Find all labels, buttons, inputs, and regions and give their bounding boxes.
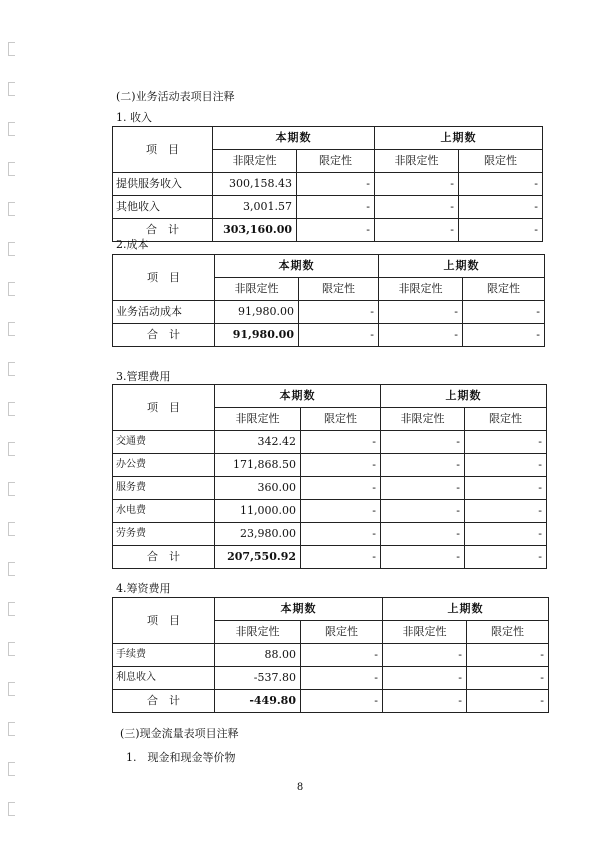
binder-mark [8,42,15,56]
header-restricted: 限定性 [463,278,545,301]
table-row [113,431,547,454]
cell-value: 3,001.57 [213,196,297,219]
header-unrestricted: 非限定性 [381,408,465,431]
total-label: 合 计 [113,690,215,713]
cell-value: - [301,523,381,546]
header-item: 项 目 [113,385,215,431]
header-restricted: 限定性 [467,621,549,644]
cashflow-item: 1. 现金和现金等价物 [126,751,236,764]
cell-value: - [299,324,379,347]
header-unrestricted: 非限定性 [383,621,467,644]
binder-mark [8,562,15,576]
row-label: 交通费 [113,431,215,454]
cell-value: - [459,173,543,196]
cell-value: - [381,500,465,523]
total-row [113,324,545,347]
cell-value: - [467,644,549,667]
cell-value: - [381,454,465,477]
cell-value: - [465,431,547,454]
binder-mark [8,162,15,176]
row-label: 业务活动成本 [113,301,215,324]
cell-value: - [463,301,545,324]
cell-value: 360.00 [215,477,301,500]
table-row [113,523,547,546]
total-label: 合 计 [113,219,213,242]
section-title: 1. 收入 [116,111,152,124]
table-row [113,454,547,477]
binder-mark [8,802,15,816]
binder-mark [8,122,15,136]
cell-value: - [381,523,465,546]
header-previous: 上期数 [383,598,549,621]
cell-value: - [375,196,459,219]
header-unrestricted: 非限定性 [215,408,301,431]
header-restricted: 限定性 [299,278,379,301]
binder-mark [8,482,15,496]
cell-value: - [465,477,547,500]
header-item: 项 目 [113,255,215,301]
total-row [113,690,549,713]
cell-value: - [301,500,381,523]
cell-value: - [297,173,375,196]
header-unrestricted: 非限定性 [213,150,297,173]
row-label: 劳务费 [113,523,215,546]
cell-value: 88.00 [215,644,301,667]
cell-value: - [301,477,381,500]
cell-value: - [299,301,379,324]
cell-value: - [465,500,547,523]
total-row [113,546,547,569]
cell-value: - [297,196,375,219]
notes-title: (二)业务活动表项目注释 [116,90,235,103]
cost-table [112,254,545,347]
cell-value: - [297,219,375,242]
header-item: 项 目 [113,127,213,173]
section-title: 2.成本 [116,238,149,251]
row-label: 办公费 [113,454,215,477]
header-current: 本期数 [215,598,383,621]
cell-value: - [465,546,547,569]
cell-value: - [459,196,543,219]
cell-value: 303,160.00 [213,219,297,242]
cell-value: - [301,546,381,569]
binder-mark [8,322,15,336]
binder-mark [8,642,15,656]
admin-expense-table [112,384,547,569]
cell-value: - [379,324,463,347]
cell-value: - [465,523,547,546]
cell-value: 207,550.92 [215,546,301,569]
row-label: 提供服务收入 [113,173,213,196]
header-unrestricted: 非限定性 [379,278,463,301]
cell-value: -449.80 [215,690,301,713]
header-current: 本期数 [215,255,379,278]
row-label: 利息收入 [113,667,215,690]
table-row [113,667,549,690]
page-number: 8 [296,782,304,793]
binder-mark [8,362,15,376]
cell-value: - [301,454,381,477]
binder-mark [8,602,15,616]
cell-value: 23,980.00 [215,523,301,546]
cell-value: - [383,667,467,690]
cell-value: -537.80 [215,667,301,690]
total-label: 合 计 [113,324,215,347]
header-restricted: 限定性 [465,408,547,431]
header-restricted: 限定性 [301,621,383,644]
table-row [113,173,543,196]
total-label: 合 计 [113,546,215,569]
row-label: 水电费 [113,500,215,523]
section-title: 3.管理费用 [116,370,171,383]
cell-value: 91,980.00 [215,301,299,324]
row-label: 其他收入 [113,196,213,219]
cell-value: - [459,219,543,242]
header-unrestricted: 非限定性 [215,621,301,644]
header-restricted: 限定性 [301,408,381,431]
binder-mark [8,282,15,296]
binder-mark [8,722,15,736]
header-current: 本期数 [213,127,375,150]
header-item: 项 目 [113,598,215,644]
total-row [113,219,543,242]
binder-mark [8,682,15,696]
cell-value: - [467,667,549,690]
binder-mark [8,762,15,776]
cell-value: - [463,324,545,347]
cell-value: 171,868.50 [215,454,301,477]
binder-mark [8,82,15,96]
header-previous: 上期数 [381,385,547,408]
header-previous: 上期数 [379,255,545,278]
binder-mark [8,442,15,456]
cell-value: 300,158.43 [213,173,297,196]
income-table [112,126,543,242]
binder-mark [8,522,15,536]
cell-value: - [381,477,465,500]
table-row [113,477,547,500]
header-unrestricted: 非限定性 [215,278,299,301]
section-title: 4.筹资费用 [116,582,171,595]
header-restricted: 限定性 [459,150,543,173]
table-row [113,301,545,324]
cell-value: - [383,644,467,667]
cell-value: - [301,431,381,454]
cell-value: - [381,431,465,454]
cell-value: - [381,546,465,569]
header-unrestricted: 非限定性 [375,150,459,173]
cell-value: - [375,173,459,196]
cashflow-title: (三)现金流量表项目注释 [120,727,239,740]
cell-value: - [467,690,549,713]
cell-value: 91,980.00 [215,324,299,347]
binder-mark [8,202,15,216]
cell-value: 11,000.00 [215,500,301,523]
row-label: 手续费 [113,644,215,667]
cell-value: - [375,219,459,242]
header-current: 本期数 [215,385,381,408]
header-restricted: 限定性 [297,150,375,173]
table-row [113,500,547,523]
cell-value: - [301,690,383,713]
table-row [113,196,543,219]
cell-value: - [301,644,383,667]
cell-value: 342.42 [215,431,301,454]
table-row [113,644,549,667]
cell-value: - [465,454,547,477]
header-previous: 上期数 [375,127,543,150]
financing-expense-table [112,597,549,713]
binder-mark [8,402,15,416]
cell-value: - [383,690,467,713]
row-label: 服务费 [113,477,215,500]
cell-value: - [379,301,463,324]
binder-mark [8,242,15,256]
cell-value: - [301,667,383,690]
